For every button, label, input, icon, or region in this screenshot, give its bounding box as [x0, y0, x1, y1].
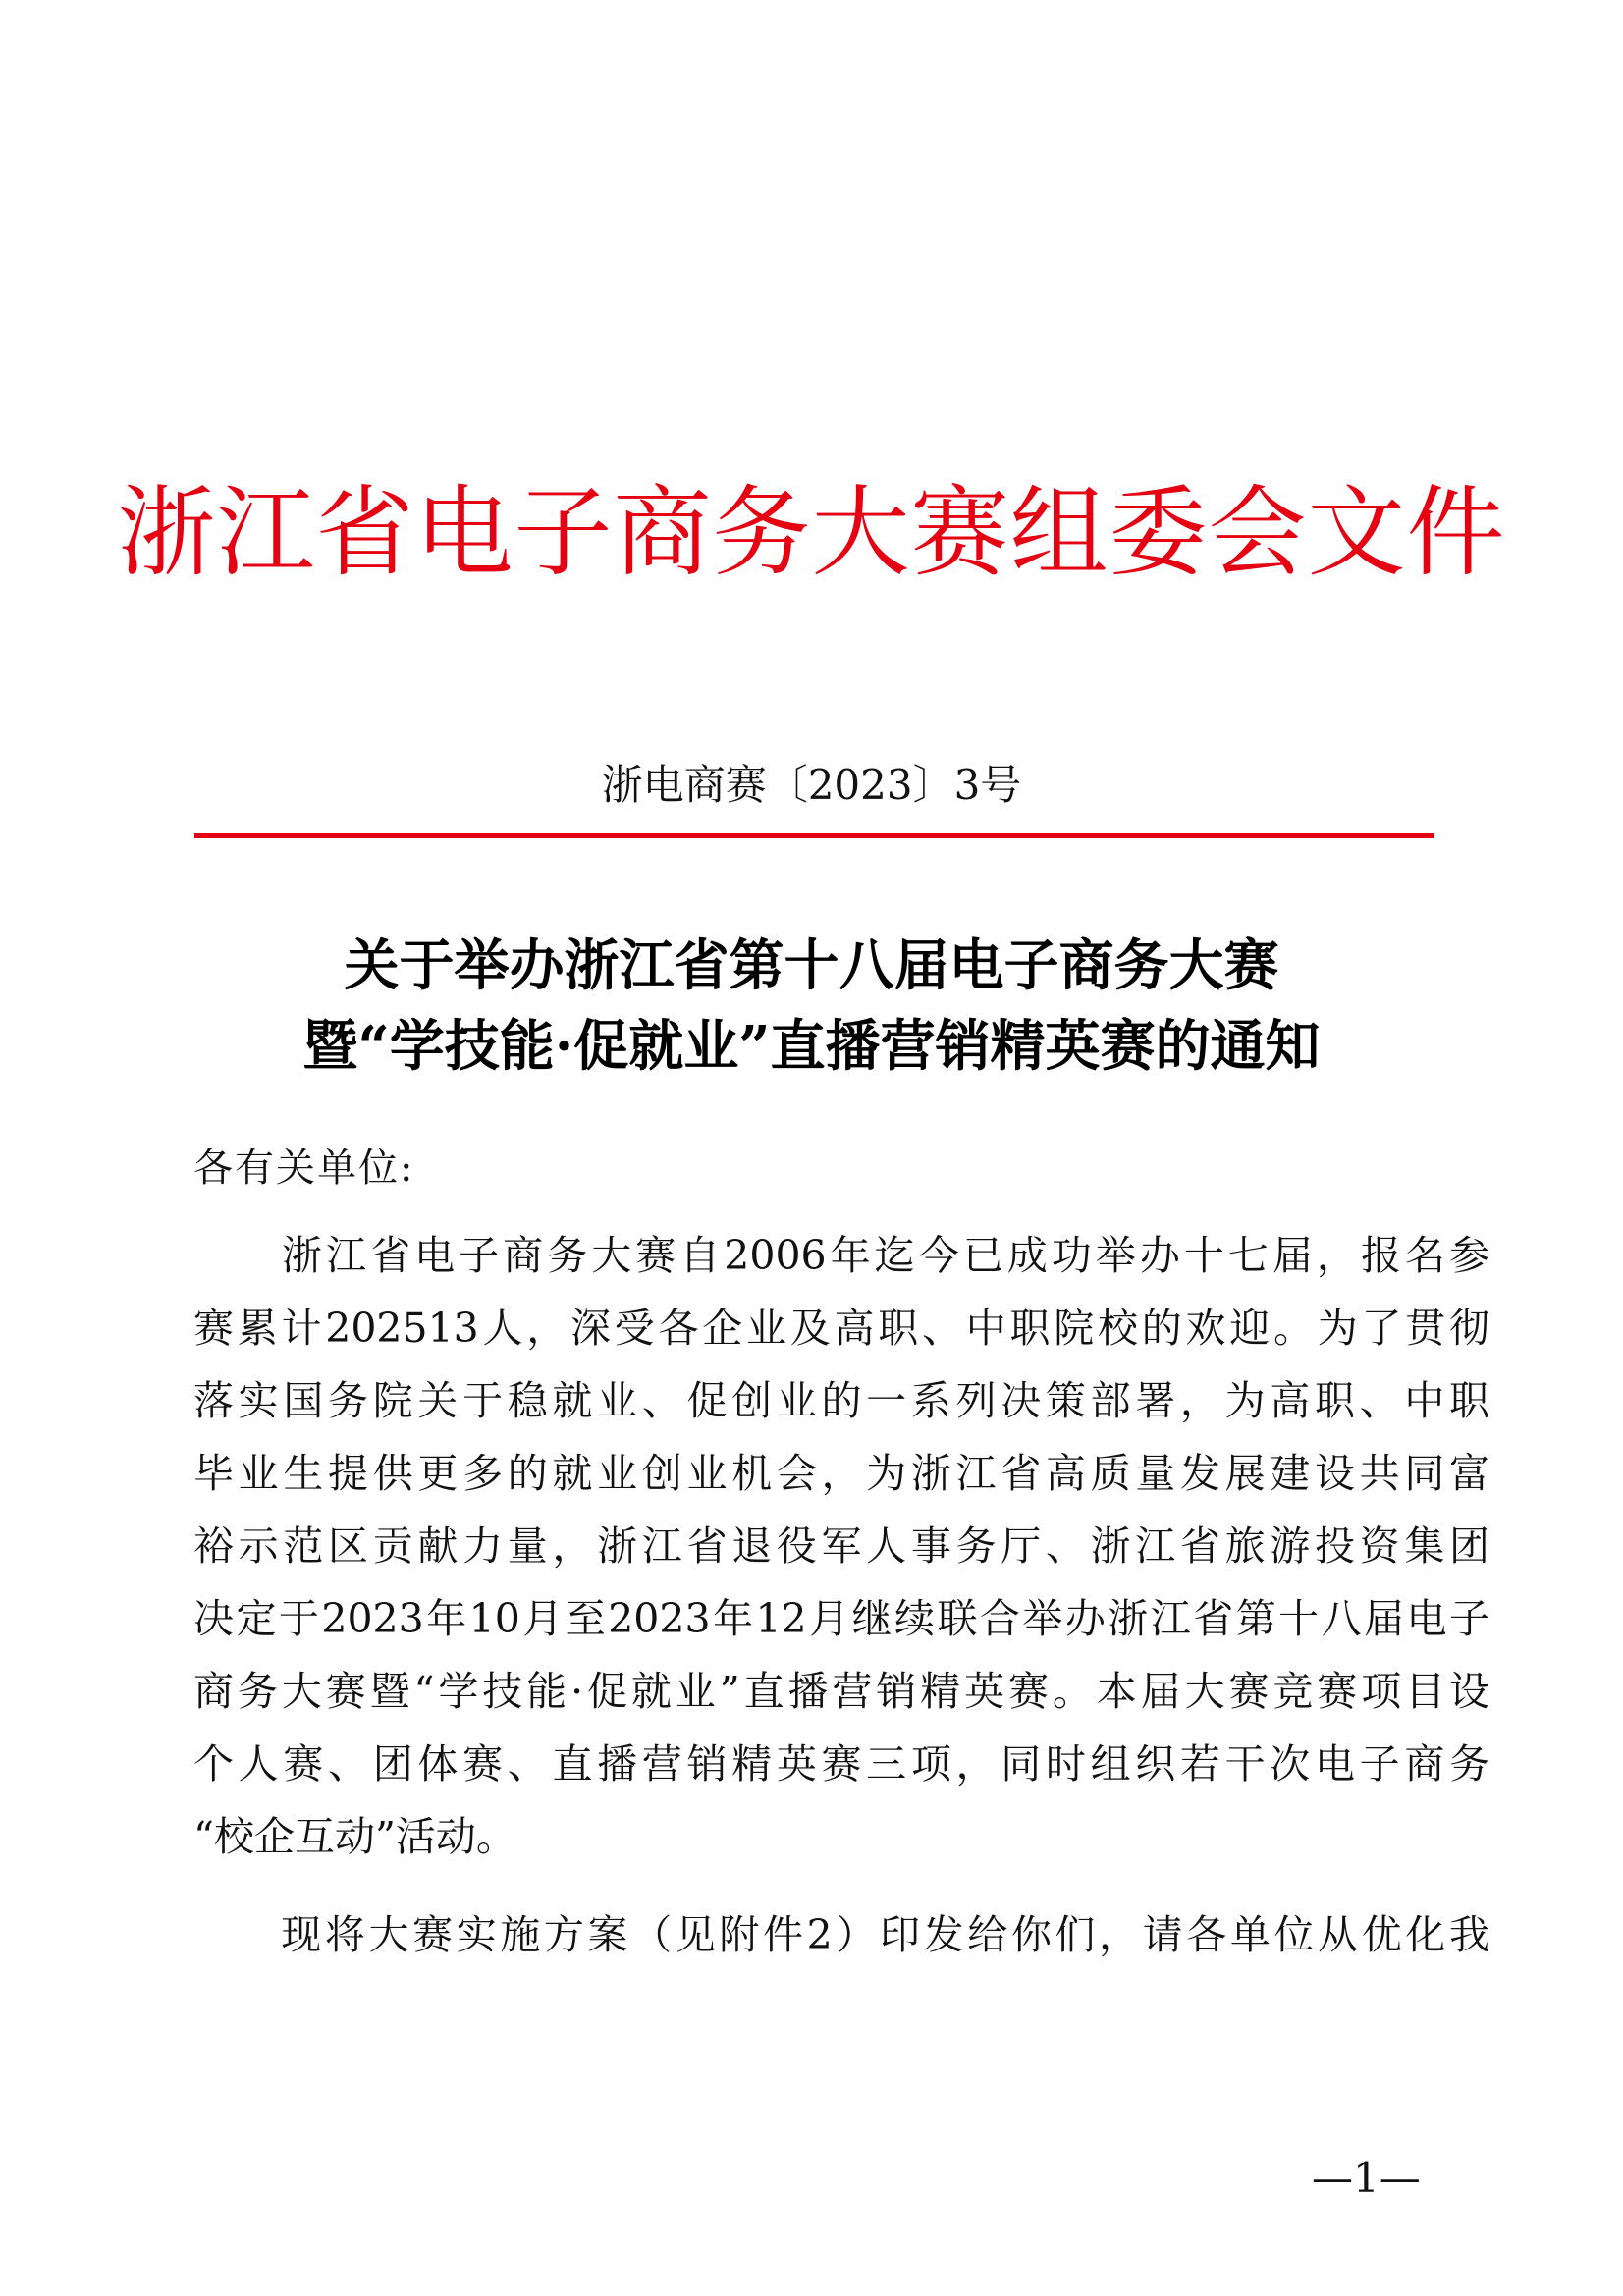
document-number: 浙电商赛〔2023〕3号: [601, 761, 1022, 809]
document-masthead: 浙江省电子商务大赛组委会文件: [117, 475, 1506, 590]
paragraph-2: [193, 1898, 1489, 1971]
body-line: 商务大赛暨“学技能·促就业”直播营销精英赛。本届大赛竞赛项目设: [193, 1668, 1489, 1715]
document-title: [0, 926, 1623, 1087]
body-line: 浙江省电子商务大赛自2006年迄今已成功举办十七届，报名参: [193, 1232, 1489, 1279]
body-line: 现将大赛实施方案（见附件2）印发给你们，请各单位从优化我: [193, 1911, 1489, 1958]
red-divider-line: [194, 833, 1434, 838]
salutation: 各有关单位:: [193, 1146, 415, 1191]
body-line: 落实国务院关于稳就业、促创业的一系列决策部署，为高职、中职: [193, 1377, 1489, 1424]
paragraph-1: [193, 1219, 1489, 1873]
body-line: “校企互动”活动。: [193, 1813, 516, 1860]
title-line-1: 关于举办浙江省第十八届电子商务大赛: [344, 934, 1279, 998]
body-line: 赛累计202513人，深受各企业及高职、中职院校的欢迎。为了贯彻: [193, 1305, 1489, 1352]
title-line-2: 暨“学技能·促就业”直播营销精英赛的通知: [302, 1014, 1321, 1079]
body-line: 裕示范区贡献力量，浙江省退役军人事务厅、浙江省旅游投资集团: [193, 1522, 1489, 1570]
document-body: [193, 1219, 1489, 1971]
paragraph-gap: [193, 1873, 1489, 1898]
body-line: 决定于2023年10月至2023年12月继续联合举办浙江省第十八届电子: [193, 1595, 1489, 1642]
body-line: 毕业生提供更多的就业创业机会，为浙江省高质量发展建设共同富: [193, 1450, 1489, 1497]
page-number: —1—: [1312, 2154, 1421, 2202]
body-line: 个人赛、团体赛、直播营销精英赛三项，同时组织若干次电子商务: [193, 1740, 1489, 1788]
